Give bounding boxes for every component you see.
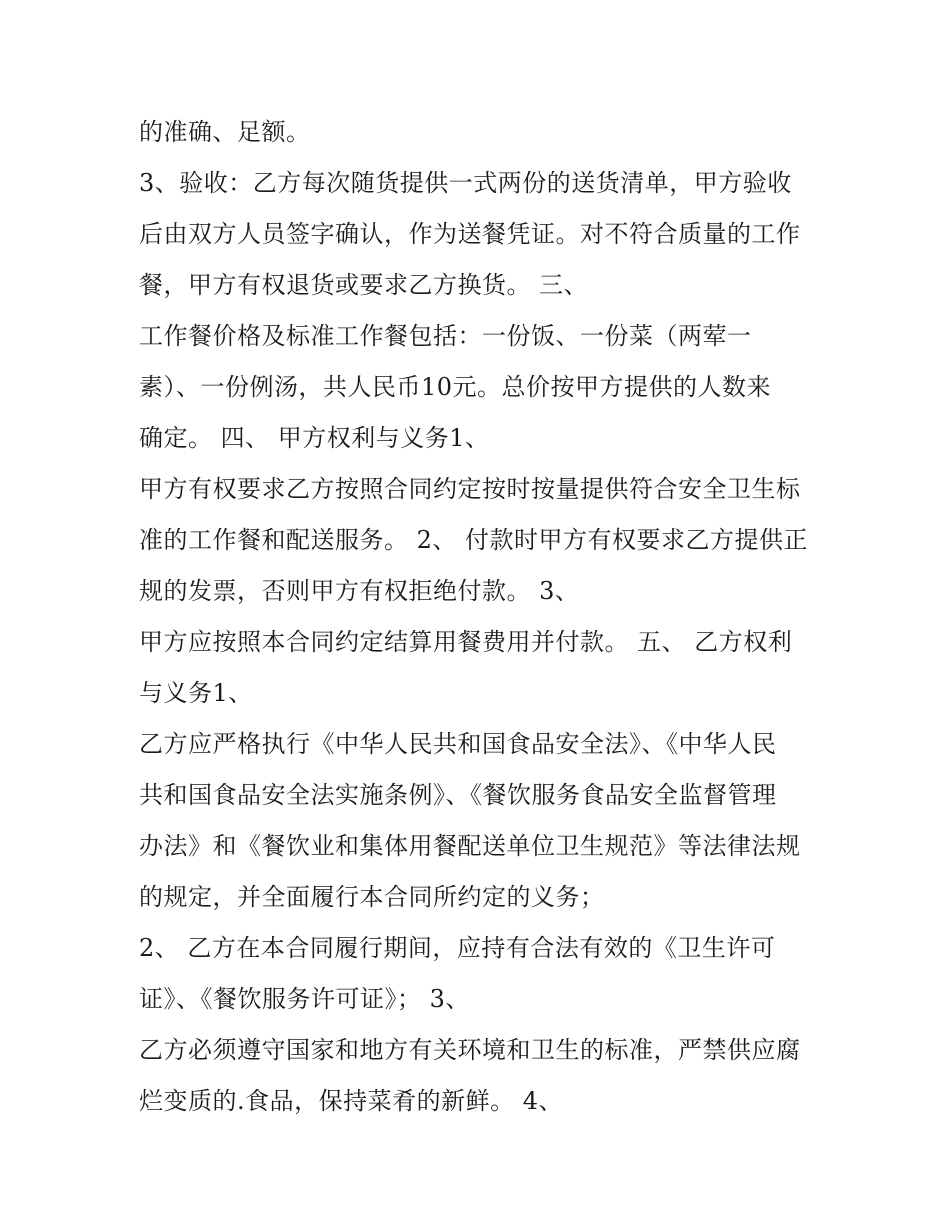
text-line: 甲方有权要求乙方按照合同约定按时按量提供符合安全卫生标 <box>139 475 801 503</box>
text-line: 餐，甲方有权退货或要求乙方换货。 三、 <box>139 271 589 299</box>
text-line: 规的发票，否则甲方有权拒绝付款。 3、 <box>139 577 580 605</box>
text-line: 乙方必须遵守国家和地方有关环境和卫生的标准，严禁供应腐 <box>139 1036 801 1064</box>
text-line: 准的工作餐和配送服务。 2、 付款时甲方有权要求乙方提供正 <box>139 526 809 554</box>
text-line: 烂变质的.食品，保持菜肴的新鲜。 4、 <box>139 1087 564 1115</box>
text-line: 后由双方人员签字确认，作为送餐凭证。对不符合质量的工作 <box>139 220 801 248</box>
text-line: 甲方应按照本合同约定结算用餐费用并付款。 五、 乙方权利 <box>139 628 793 656</box>
text-line: 共和国食品安全法实施条例》、《餐饮服务食品安全监督管理 <box>139 781 777 809</box>
text-line: 2、 乙方在本合同履行期间，应持有合法有效的《卫生许可 <box>139 934 776 962</box>
text-line: 确定。 四、 甲方权利与义务1、 <box>139 424 490 452</box>
text-line: 与义务1、 <box>139 679 253 707</box>
text-line: 的规定，并全面履行本合同所约定的义务； <box>139 883 605 911</box>
text-line: 3、验收：乙方每次随货提供一式两份的送货清单，甲方验收 <box>139 169 792 197</box>
text-line: 的准确、足额。 <box>139 118 311 146</box>
text-line: 素）、一份例汤，共人民币10元。总价按甲方提供的人数来 <box>139 373 772 401</box>
text-line: 工作餐价格及标准工作餐包括：一份饭、一份菜（两荤一 <box>139 322 752 350</box>
text-line: 办法》和《餐饮业和集体用餐配送单位卫生规范》等法律法规 <box>139 832 801 860</box>
text-line: 证》、《餐饮服务许可证》； 3、 <box>139 985 470 1013</box>
document-body <box>139 107 829 1127</box>
text-line: 乙方应严格执行《中华人民共和国食品安全法》、《中华人民 <box>139 730 777 758</box>
